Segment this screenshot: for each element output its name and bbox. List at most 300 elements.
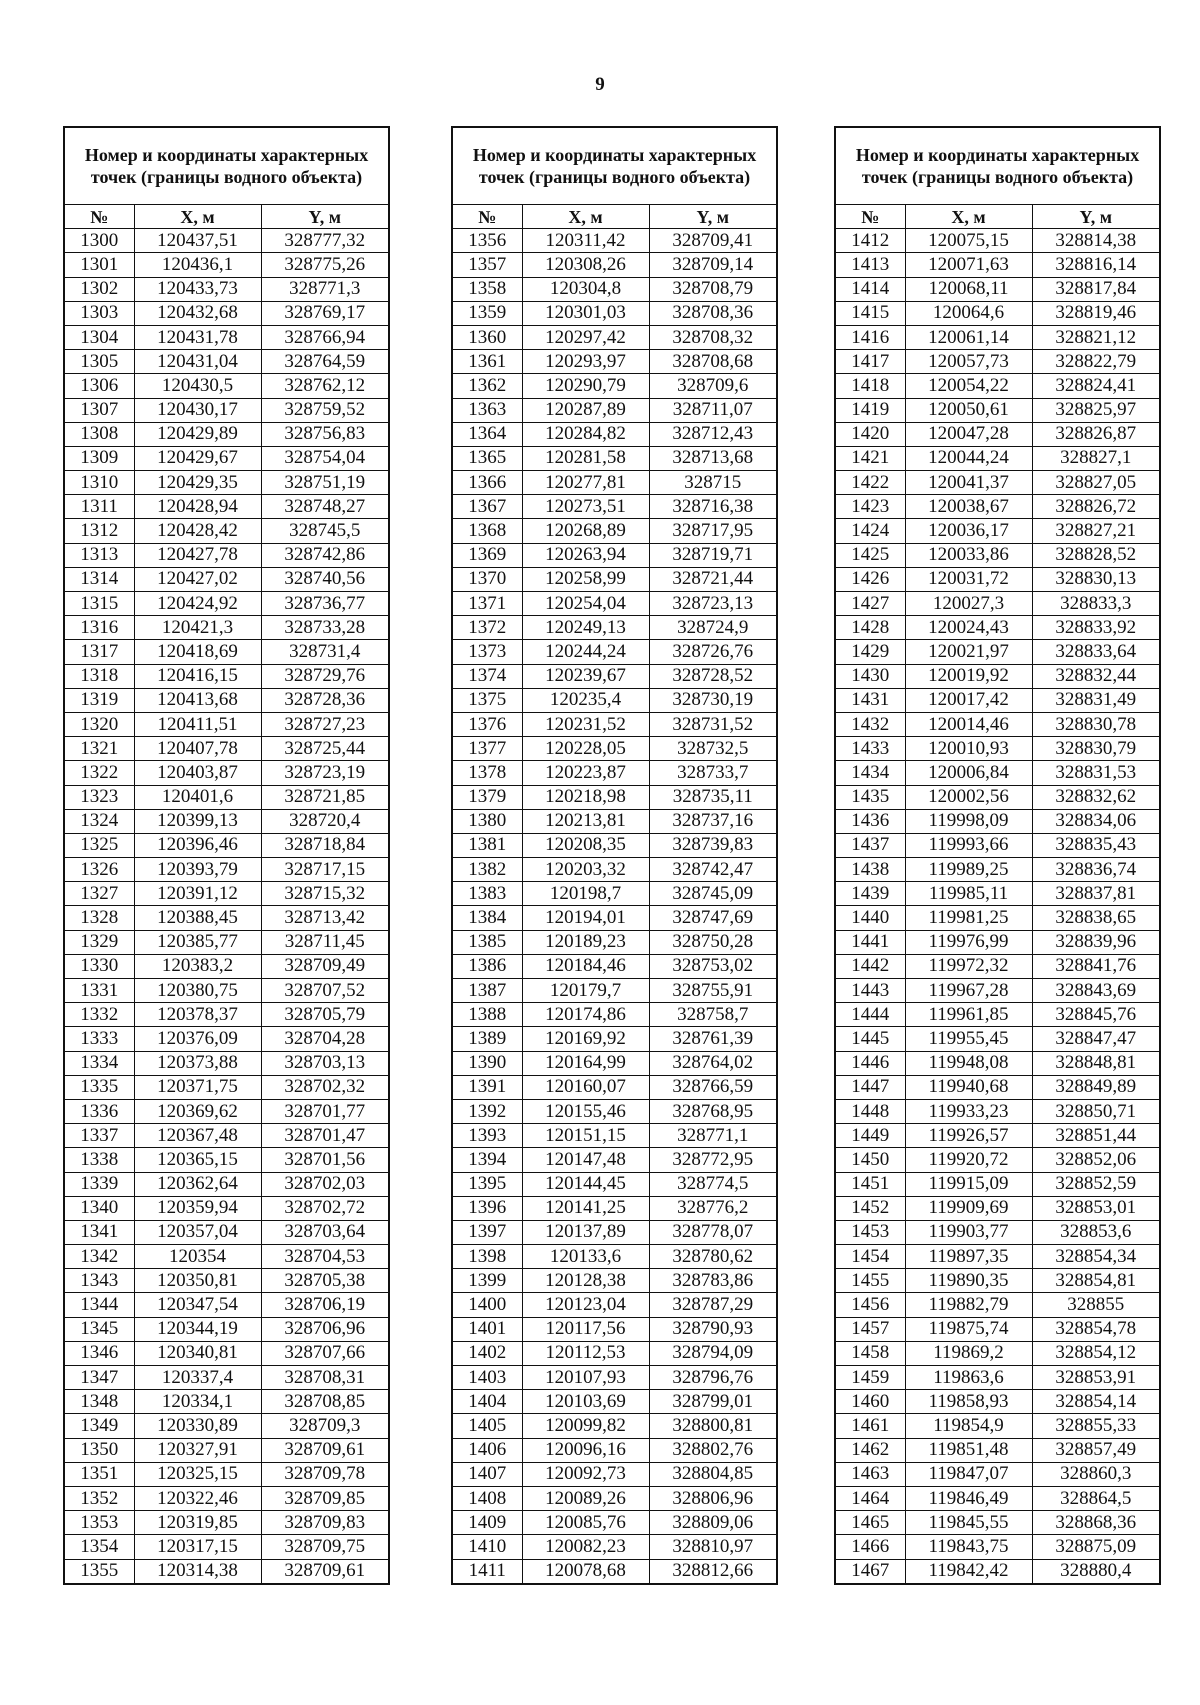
point-number-cell: 1306 (64, 374, 134, 398)
point-number-cell: 1309 (64, 446, 134, 470)
point-number-cell: 1459 (835, 1366, 905, 1390)
x-coordinate-cell: 120239,67 (522, 664, 649, 688)
table-row (64, 1366, 389, 1390)
point-number-cell: 1332 (64, 1003, 134, 1027)
x-coordinate-cell: 120155,46 (522, 1099, 649, 1123)
y-coordinate-cell: 328736,77 (261, 592, 389, 616)
table-row (452, 1535, 777, 1559)
y-coordinate-cell: 328812,66 (649, 1559, 777, 1584)
x-coordinate-cell: 120068,11 (905, 277, 1032, 301)
column-header-x: X, м (522, 205, 649, 229)
point-number-cell: 1441 (835, 930, 905, 954)
y-coordinate-cell: 328723,19 (261, 761, 389, 785)
x-coordinate-cell: 120014,46 (905, 712, 1032, 736)
point-number-cell: 1357 (452, 253, 522, 277)
table-row (452, 712, 777, 736)
point-number-cell: 1300 (64, 229, 134, 253)
point-number-cell: 1368 (452, 519, 522, 543)
x-coordinate-cell: 120010,93 (905, 737, 1032, 761)
point-number-cell: 1353 (64, 1511, 134, 1535)
table-row (452, 229, 777, 253)
point-number-cell: 1427 (835, 592, 905, 616)
y-coordinate-cell: 328703,64 (261, 1220, 389, 1244)
table-row (835, 325, 1160, 349)
x-coordinate-cell: 120082,23 (522, 1535, 649, 1559)
point-number-cell: 1361 (452, 350, 522, 374)
y-coordinate-cell: 328703,13 (261, 1051, 389, 1075)
y-coordinate-cell: 328733,28 (261, 616, 389, 640)
y-coordinate-cell: 328751,19 (261, 471, 389, 495)
y-coordinate-cell: 328832,62 (1032, 785, 1160, 809)
point-number-cell: 1375 (452, 688, 522, 712)
point-number-cell: 1406 (452, 1438, 522, 1462)
point-number-cell: 1422 (835, 471, 905, 495)
table-row (835, 1124, 1160, 1148)
y-coordinate-cell: 328826,87 (1032, 422, 1160, 446)
table-row (64, 688, 389, 712)
y-coordinate-cell: 328852,06 (1032, 1148, 1160, 1172)
table-row (64, 616, 389, 640)
table-row (835, 301, 1160, 325)
x-coordinate-cell: 120373,88 (134, 1051, 261, 1075)
x-coordinate-cell: 120273,51 (522, 495, 649, 519)
y-coordinate-cell: 328864,5 (1032, 1486, 1160, 1510)
point-number-cell: 1327 (64, 882, 134, 906)
y-coordinate-cell: 328709,3 (261, 1414, 389, 1438)
table-row (835, 858, 1160, 882)
point-number-cell: 1415 (835, 301, 905, 325)
y-coordinate-cell: 328713,42 (261, 906, 389, 930)
column-header-x: X, м (905, 205, 1032, 229)
y-coordinate-cell: 328780,62 (649, 1245, 777, 1269)
table-row (452, 785, 777, 809)
y-coordinate-cell: 328702,32 (261, 1075, 389, 1099)
table-row (452, 1293, 777, 1317)
point-number-cell: 1463 (835, 1462, 905, 1486)
y-coordinate-cell: 328702,72 (261, 1196, 389, 1220)
x-coordinate-cell: 120137,89 (522, 1220, 649, 1244)
table-row (64, 350, 389, 374)
point-number-cell: 1378 (452, 761, 522, 785)
table-row (452, 1051, 777, 1075)
table-row (64, 1027, 389, 1051)
table-row (64, 761, 389, 785)
x-coordinate-cell: 120050,61 (905, 398, 1032, 422)
point-number-cell: 1365 (452, 446, 522, 470)
x-coordinate-cell: 120203,32 (522, 858, 649, 882)
table-row (64, 640, 389, 664)
y-coordinate-cell: 328827,21 (1032, 519, 1160, 543)
y-coordinate-cell: 328819,46 (1032, 301, 1160, 325)
point-number-cell: 1321 (64, 737, 134, 761)
point-number-cell: 1337 (64, 1124, 134, 1148)
table-row (452, 253, 777, 277)
y-coordinate-cell: 328742,86 (261, 543, 389, 567)
point-number-cell: 1465 (835, 1511, 905, 1535)
table-row (452, 592, 777, 616)
x-coordinate-cell: 120123,04 (522, 1293, 649, 1317)
coordinates-table-3 (834, 126, 1161, 1585)
y-coordinate-cell: 328868,36 (1032, 1511, 1160, 1535)
x-coordinate-cell: 120430,17 (134, 398, 261, 422)
table-row (452, 1148, 777, 1172)
y-coordinate-cell: 328702,03 (261, 1172, 389, 1196)
x-coordinate-cell: 119843,75 (905, 1535, 1032, 1559)
table-row (64, 1269, 389, 1293)
table-row (64, 1390, 389, 1414)
x-coordinate-cell: 120429,67 (134, 446, 261, 470)
table-row (64, 1003, 389, 1027)
y-coordinate-cell: 328705,38 (261, 1269, 389, 1293)
table-row (64, 833, 389, 857)
table-row (452, 567, 777, 591)
point-number-cell: 1315 (64, 592, 134, 616)
x-coordinate-cell: 120362,64 (134, 1172, 261, 1196)
x-coordinate-cell: 120027,3 (905, 592, 1032, 616)
x-coordinate-cell: 120075,15 (905, 229, 1032, 253)
point-number-cell: 1334 (64, 1051, 134, 1075)
point-number-cell: 1450 (835, 1148, 905, 1172)
x-coordinate-cell: 120103,69 (522, 1390, 649, 1414)
y-coordinate-cell: 328800,81 (649, 1414, 777, 1438)
table-row (452, 1075, 777, 1099)
table-row (835, 350, 1160, 374)
x-coordinate-cell: 119909,69 (905, 1196, 1032, 1220)
x-coordinate-cell: 120401,6 (134, 785, 261, 809)
y-coordinate-cell: 328733,7 (649, 761, 777, 785)
table-row (452, 519, 777, 543)
x-coordinate-cell: 120031,72 (905, 567, 1032, 591)
table-row (64, 277, 389, 301)
point-number-cell: 1454 (835, 1245, 905, 1269)
y-coordinate-cell: 328843,69 (1032, 979, 1160, 1003)
x-coordinate-cell: 120319,85 (134, 1511, 261, 1535)
table-row (835, 664, 1160, 688)
y-coordinate-cell: 328837,81 (1032, 882, 1160, 906)
x-coordinate-cell: 120258,99 (522, 567, 649, 591)
x-coordinate-cell: 120428,42 (134, 519, 261, 543)
table-row (452, 374, 777, 398)
x-coordinate-cell: 120038,67 (905, 495, 1032, 519)
point-number-cell: 1464 (835, 1486, 905, 1510)
y-coordinate-cell: 328849,89 (1032, 1075, 1160, 1099)
x-coordinate-cell: 120325,15 (134, 1462, 261, 1486)
y-coordinate-cell: 328855,33 (1032, 1414, 1160, 1438)
x-coordinate-cell: 119993,66 (905, 833, 1032, 857)
y-coordinate-cell: 328830,78 (1032, 712, 1160, 736)
point-number-cell: 1387 (452, 979, 522, 1003)
y-coordinate-cell: 328728,52 (649, 664, 777, 688)
y-coordinate-cell: 328723,13 (649, 592, 777, 616)
y-coordinate-cell: 328728,36 (261, 688, 389, 712)
point-number-cell: 1408 (452, 1486, 522, 1510)
x-coordinate-cell: 120263,94 (522, 543, 649, 567)
table-row (64, 301, 389, 325)
x-coordinate-cell: 120308,26 (522, 253, 649, 277)
y-coordinate-cell: 328848,81 (1032, 1051, 1160, 1075)
point-number-cell: 1335 (64, 1075, 134, 1099)
x-coordinate-cell: 119882,79 (905, 1293, 1032, 1317)
table-row (835, 906, 1160, 930)
table-row (452, 1172, 777, 1196)
point-number-cell: 1319 (64, 688, 134, 712)
point-number-cell: 1371 (452, 592, 522, 616)
point-number-cell: 1377 (452, 737, 522, 761)
table-row (452, 1511, 777, 1535)
x-coordinate-cell: 119845,55 (905, 1511, 1032, 1535)
table-row (835, 495, 1160, 519)
y-coordinate-cell: 328701,77 (261, 1099, 389, 1123)
table-row (64, 930, 389, 954)
x-coordinate-cell: 119989,25 (905, 858, 1032, 882)
table-row (452, 543, 777, 567)
point-number-cell: 1373 (452, 640, 522, 664)
table-row (835, 1414, 1160, 1438)
point-number-cell: 1467 (835, 1559, 905, 1584)
y-coordinate-cell: 328709,14 (649, 253, 777, 277)
x-coordinate-cell: 120427,78 (134, 543, 261, 567)
y-coordinate-cell: 328715,32 (261, 882, 389, 906)
x-coordinate-cell: 120244,24 (522, 640, 649, 664)
x-coordinate-cell: 120330,89 (134, 1414, 261, 1438)
table-row (835, 1317, 1160, 1341)
point-number-cell: 1345 (64, 1317, 134, 1341)
table-row (64, 1196, 389, 1220)
y-coordinate-cell: 328750,28 (649, 930, 777, 954)
y-coordinate-cell: 328711,07 (649, 398, 777, 422)
table-row (452, 737, 777, 761)
table-row (835, 1220, 1160, 1244)
x-coordinate-cell: 120249,13 (522, 616, 649, 640)
column-header-number: № (835, 205, 905, 229)
y-coordinate-cell: 328719,71 (649, 543, 777, 567)
table-row (64, 1341, 389, 1365)
y-coordinate-cell: 328809,06 (649, 1511, 777, 1535)
table-row (452, 1462, 777, 1486)
column-header-y: Y, м (261, 205, 389, 229)
point-number-cell: 1314 (64, 567, 134, 591)
x-coordinate-cell: 119875,74 (905, 1317, 1032, 1341)
y-coordinate-cell: 328796,76 (649, 1366, 777, 1390)
point-number-cell: 1445 (835, 1027, 905, 1051)
point-number-cell: 1369 (452, 543, 522, 567)
y-coordinate-cell: 328855 (1032, 1293, 1160, 1317)
x-coordinate-cell: 120277,81 (522, 471, 649, 495)
y-coordinate-cell: 328768,95 (649, 1099, 777, 1123)
x-coordinate-cell: 120033,86 (905, 543, 1032, 567)
point-number-cell: 1301 (64, 253, 134, 277)
table-row (452, 858, 777, 882)
x-coordinate-cell: 120071,63 (905, 253, 1032, 277)
point-number-cell: 1311 (64, 495, 134, 519)
y-coordinate-cell: 328854,12 (1032, 1341, 1160, 1365)
x-coordinate-cell: 120436,1 (134, 253, 261, 277)
point-number-cell: 1386 (452, 954, 522, 978)
x-coordinate-cell: 119842,42 (905, 1559, 1032, 1584)
y-coordinate-cell: 328777,32 (261, 229, 389, 253)
point-number-cell: 1426 (835, 567, 905, 591)
point-number-cell: 1453 (835, 1220, 905, 1244)
x-coordinate-cell: 120433,73 (134, 277, 261, 301)
table-row (64, 495, 389, 519)
y-coordinate-cell: 328853,91 (1032, 1366, 1160, 1390)
point-number-cell: 1423 (835, 495, 905, 519)
x-coordinate-cell: 120301,03 (522, 301, 649, 325)
x-coordinate-cell: 120006,84 (905, 761, 1032, 785)
point-number-cell: 1391 (452, 1075, 522, 1099)
y-coordinate-cell: 328718,84 (261, 833, 389, 857)
point-number-cell: 1329 (64, 930, 134, 954)
point-number-cell: 1396 (452, 1196, 522, 1220)
x-coordinate-cell: 119972,32 (905, 954, 1032, 978)
y-coordinate-cell: 328709,6 (649, 374, 777, 398)
x-coordinate-cell: 120403,87 (134, 761, 261, 785)
table-row (64, 785, 389, 809)
table-row (64, 325, 389, 349)
point-number-cell: 1461 (835, 1414, 905, 1438)
x-coordinate-cell: 119915,09 (905, 1172, 1032, 1196)
point-number-cell: 1419 (835, 398, 905, 422)
y-coordinate-cell: 328758,7 (649, 1003, 777, 1027)
y-coordinate-cell: 328721,44 (649, 567, 777, 591)
point-number-cell: 1356 (452, 229, 522, 253)
table-row (452, 616, 777, 640)
x-coordinate-cell: 120218,98 (522, 785, 649, 809)
y-coordinate-cell: 328816,14 (1032, 253, 1160, 277)
point-number-cell: 1448 (835, 1099, 905, 1123)
page-number: 9 (595, 74, 605, 95)
point-number-cell: 1318 (64, 664, 134, 688)
y-coordinate-cell: 328852,59 (1032, 1172, 1160, 1196)
point-number-cell: 1354 (64, 1535, 134, 1559)
y-coordinate-cell: 328875,09 (1032, 1535, 1160, 1559)
y-coordinate-cell: 328814,38 (1032, 229, 1160, 253)
x-coordinate-cell: 120411,51 (134, 712, 261, 736)
point-number-cell: 1360 (452, 325, 522, 349)
x-coordinate-cell: 120399,13 (134, 809, 261, 833)
table-row (64, 1051, 389, 1075)
y-coordinate-cell: 328825,97 (1032, 398, 1160, 422)
y-coordinate-cell: 328708,68 (649, 350, 777, 374)
x-coordinate-cell: 120133,6 (522, 1245, 649, 1269)
point-number-cell: 1404 (452, 1390, 522, 1414)
y-coordinate-cell: 328802,76 (649, 1438, 777, 1462)
x-coordinate-cell: 119948,08 (905, 1051, 1032, 1075)
table-row (835, 1341, 1160, 1365)
point-number-cell: 1458 (835, 1341, 905, 1365)
x-coordinate-cell: 120429,89 (134, 422, 261, 446)
x-coordinate-cell: 120017,42 (905, 688, 1032, 712)
y-coordinate-cell: 328740,56 (261, 567, 389, 591)
point-number-cell: 1344 (64, 1293, 134, 1317)
table-row (64, 1099, 389, 1123)
table-row (835, 1027, 1160, 1051)
y-coordinate-cell: 328724,9 (649, 616, 777, 640)
y-coordinate-cell: 328705,79 (261, 1003, 389, 1027)
point-number-cell: 1431 (835, 688, 905, 712)
y-coordinate-cell: 328810,97 (649, 1535, 777, 1559)
table-row (452, 422, 777, 446)
y-coordinate-cell: 328720,4 (261, 809, 389, 833)
y-coordinate-cell: 328747,69 (649, 906, 777, 930)
table-row (64, 1535, 389, 1559)
y-coordinate-cell: 328708,32 (649, 325, 777, 349)
y-coordinate-cell: 328708,79 (649, 277, 777, 301)
x-coordinate-cell: 119890,35 (905, 1269, 1032, 1293)
x-coordinate-cell: 120021,97 (905, 640, 1032, 664)
x-coordinate-cell: 120208,35 (522, 833, 649, 857)
point-number-cell: 1452 (835, 1196, 905, 1220)
table-row (835, 1438, 1160, 1462)
table-row (835, 1051, 1160, 1075)
table-row (64, 1172, 389, 1196)
point-number-cell: 1326 (64, 858, 134, 882)
table-row (452, 1196, 777, 1220)
table-title: Номер и координаты характерных точек (границы водного объекта) (835, 127, 1160, 205)
point-number-cell: 1395 (452, 1172, 522, 1196)
point-number-cell: 1405 (452, 1414, 522, 1438)
y-coordinate-cell: 328826,72 (1032, 495, 1160, 519)
table-row (835, 229, 1160, 253)
point-number-cell: 1462 (835, 1438, 905, 1462)
y-coordinate-cell: 328828,52 (1032, 543, 1160, 567)
point-number-cell: 1413 (835, 253, 905, 277)
table-row (452, 979, 777, 1003)
point-number-cell: 1362 (452, 374, 522, 398)
point-number-cell: 1460 (835, 1390, 905, 1414)
table-row (64, 422, 389, 446)
point-number-cell: 1352 (64, 1486, 134, 1510)
y-coordinate-cell: 328845,76 (1032, 1003, 1160, 1027)
y-coordinate-cell: 328841,76 (1032, 954, 1160, 978)
y-coordinate-cell: 328753,02 (649, 954, 777, 978)
y-coordinate-cell: 328850,71 (1032, 1099, 1160, 1123)
x-coordinate-cell: 120337,4 (134, 1366, 261, 1390)
x-coordinate-cell: 120223,87 (522, 761, 649, 785)
y-coordinate-cell: 328713,68 (649, 446, 777, 470)
y-coordinate-cell: 328769,17 (261, 301, 389, 325)
point-number-cell: 1384 (452, 906, 522, 930)
x-coordinate-cell: 120380,75 (134, 979, 261, 1003)
x-coordinate-cell: 120174,86 (522, 1003, 649, 1027)
x-coordinate-cell: 120350,81 (134, 1269, 261, 1293)
table-row (835, 471, 1160, 495)
table-row (452, 688, 777, 712)
table-row (835, 1462, 1160, 1486)
point-number-cell: 1339 (64, 1172, 134, 1196)
table-row (835, 1390, 1160, 1414)
x-coordinate-cell: 120179,7 (522, 979, 649, 1003)
y-coordinate-cell: 328707,52 (261, 979, 389, 1003)
x-coordinate-cell: 120391,12 (134, 882, 261, 906)
point-number-cell: 1414 (835, 277, 905, 301)
point-number-cell: 1440 (835, 906, 905, 930)
point-number-cell: 1347 (64, 1366, 134, 1390)
table-row (64, 253, 389, 277)
y-coordinate-cell: 328771,1 (649, 1124, 777, 1148)
column-header-number: № (452, 205, 522, 229)
y-coordinate-cell: 328854,14 (1032, 1390, 1160, 1414)
y-coordinate-cell: 328833,92 (1032, 616, 1160, 640)
table-row (835, 543, 1160, 567)
point-number-cell: 1403 (452, 1366, 522, 1390)
point-number-cell: 1383 (452, 882, 522, 906)
point-number-cell: 1312 (64, 519, 134, 543)
table-row (64, 664, 389, 688)
y-coordinate-cell: 328830,13 (1032, 567, 1160, 591)
point-number-cell: 1389 (452, 1027, 522, 1051)
point-number-cell: 1444 (835, 1003, 905, 1027)
